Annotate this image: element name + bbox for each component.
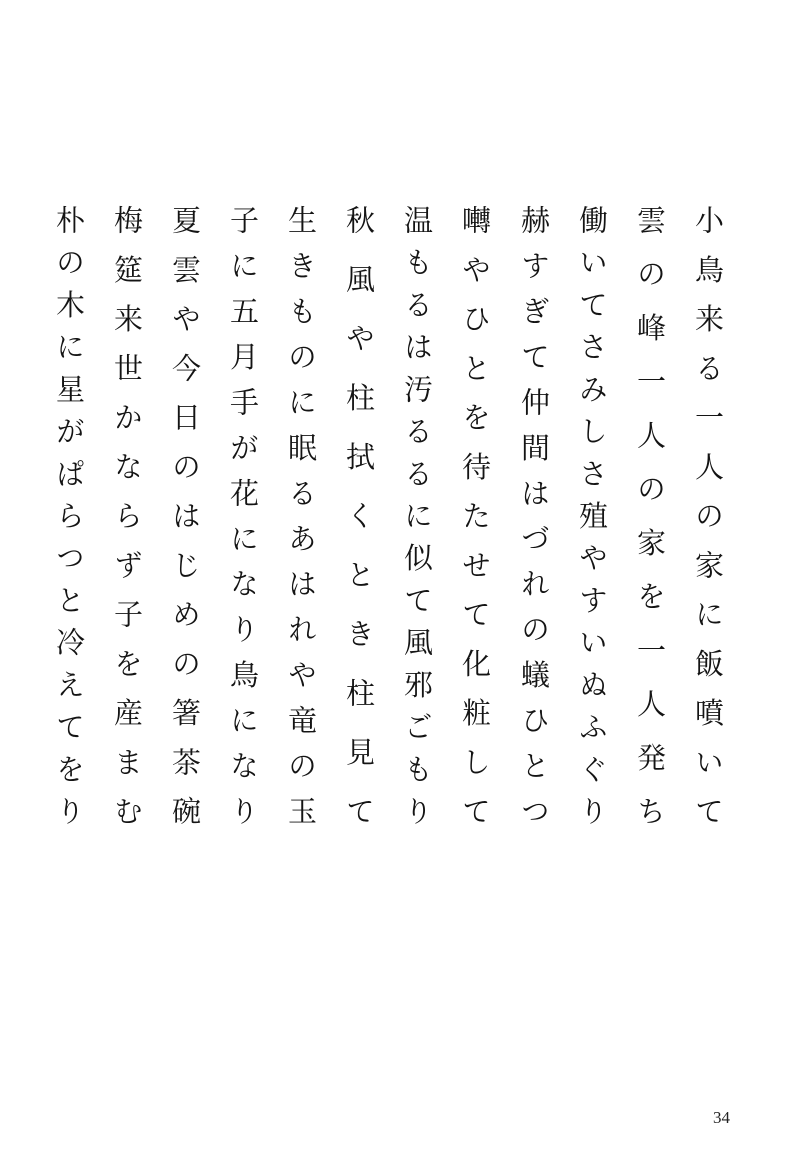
- page-number: 34: [713, 1108, 730, 1127]
- haiku-line-6: 温もるは汚るるに似て風邪ごもり: [400, 205, 434, 825]
- haiku-line-10: 夏雲や今日のはじめの箸茶碗: [168, 205, 202, 825]
- haiku-line-3: 働いてさみしさ殖やすいぬふぐり: [575, 205, 609, 825]
- haiku-line-7: 秋風や柱拭くとき柱見て: [342, 205, 376, 825]
- haiku-line-4: 赫すぎて仲間はづれの蟻ひとつ: [517, 205, 551, 825]
- poem-column-block: [52, 205, 730, 825]
- haiku-line-12: 朴の木に星がぱらつと冷えてをり: [52, 205, 86, 825]
- haiku-line-9: 子に五月手が花になり鳥になり: [226, 205, 260, 825]
- haiku-line-11: 梅筵来世かならず子を産まむ: [110, 205, 144, 825]
- haiku-line-1: 小鳥来る一人の家に飯噴いて: [691, 205, 725, 825]
- haiku-line-8: 生きものに眠るあはれや竜の玉: [284, 205, 318, 825]
- haiku-line-2: 雲の峰一人の家を一人発ち: [633, 205, 667, 825]
- haiku-line-5: 囀やひとを待たせて化粧して: [458, 205, 492, 825]
